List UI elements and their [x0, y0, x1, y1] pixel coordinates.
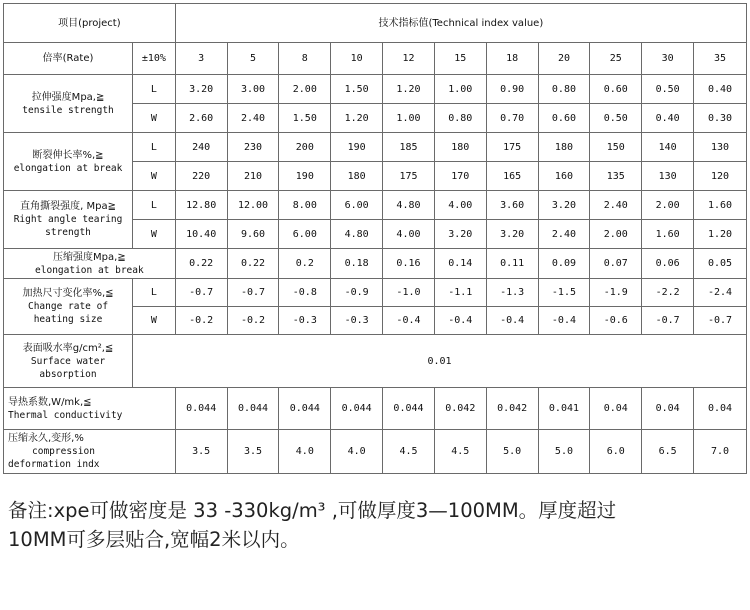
value-cell: 180: [434, 133, 486, 162]
deformation-label-en: compression: [32, 446, 95, 457]
value-cell: 1.00: [383, 104, 435, 133]
value-cell: -0.4: [434, 307, 486, 335]
deformation-row: [4, 430, 747, 474]
deformation-label: [4, 430, 176, 474]
compressive-label-cn: 压缩强度Mpa,≧: [53, 251, 126, 263]
value-cell: 0.40: [694, 75, 747, 104]
value-cell: 1.60: [694, 191, 747, 220]
value-cell: 140: [642, 133, 694, 162]
value-cell: 4.80: [331, 220, 383, 249]
heating-label-en: Change rate of: [27, 301, 109, 312]
value-cell: 6.00: [279, 220, 331, 249]
value-cell: 0.16: [383, 249, 435, 279]
value-cell: -0.7: [642, 307, 694, 335]
thermal-row: [4, 388, 747, 430]
value-cell: 1.50: [331, 75, 383, 104]
value-cell: 0.05: [694, 249, 747, 279]
value-cell: -0.3: [279, 307, 331, 335]
value-cell: 190: [331, 133, 383, 162]
value-cell: 0.042: [434, 388, 486, 430]
value-cell: 2.40: [227, 104, 279, 133]
value-cell: 1.60: [642, 220, 694, 249]
value-cell: 2.00: [279, 75, 331, 104]
tensile-label: [4, 75, 133, 133]
value-cell: 180: [331, 162, 383, 191]
value-cell: 0.18: [331, 249, 383, 279]
rate-cell: 3: [175, 43, 227, 75]
value-cell: 12.00: [227, 191, 279, 220]
value-cell: 0.07: [590, 249, 642, 279]
tolerance-cell: ±10%: [133, 43, 176, 75]
index-header: 技术指标值(Technical index value): [175, 4, 746, 43]
value-cell: 0.042: [486, 388, 538, 430]
value-cell: -2.4: [694, 279, 747, 307]
value-cell: 0.90: [486, 75, 538, 104]
value-cell: 160: [538, 162, 590, 191]
tensile-row-l: [4, 75, 747, 104]
value-cell: 230: [227, 133, 279, 162]
value-cell: -0.6: [590, 307, 642, 335]
value-cell: 0.09: [538, 249, 590, 279]
value-cell: -0.7: [175, 279, 227, 307]
thermal-label: [4, 388, 176, 430]
value-cell: 0.06: [642, 249, 694, 279]
rate-cell: 18: [486, 43, 538, 75]
value-cell: 2.60: [175, 104, 227, 133]
deformation-label-cn: 压缩永久,变形,%: [8, 433, 84, 444]
value-cell: 0.04: [590, 388, 642, 430]
value-cell: -1.5: [538, 279, 590, 307]
value-cell: -0.7: [694, 307, 747, 335]
value-cell: 120: [694, 162, 747, 191]
value-cell: 0.80: [434, 104, 486, 133]
rate-label: 倍率(Rate): [4, 43, 133, 75]
value-cell: -0.4: [383, 307, 435, 335]
heating-row-l: [4, 279, 747, 307]
value-cell: 6.0: [590, 430, 642, 474]
value-cell: -1.3: [486, 279, 538, 307]
value-cell: 6.00: [331, 191, 383, 220]
value-cell: -2.2: [642, 279, 694, 307]
value-cell: 170: [434, 162, 486, 191]
value-cell: 0.044: [175, 388, 227, 430]
tensile-label-en: tensile strength: [22, 104, 114, 116]
value-cell: 165: [486, 162, 538, 191]
direction-cell: W: [133, 104, 176, 133]
value-cell: 9.60: [227, 220, 279, 249]
value-cell: 0.40: [642, 104, 694, 133]
tearing-label-cn: 直角撕裂强度, Mpa≧: [20, 201, 116, 212]
direction-cell: L: [133, 279, 176, 307]
project-header: 项目(project): [4, 4, 176, 43]
value-cell: 3.20: [175, 75, 227, 104]
value-cell: -0.2: [227, 307, 279, 335]
elongation-row-l: [4, 133, 747, 162]
value-cell: 3.00: [227, 75, 279, 104]
rate-cell: 8: [279, 43, 331, 75]
value-cell: 2.40: [590, 191, 642, 220]
remark-line-2: 10MM可多层贴合,宽幅2米以内。: [8, 528, 300, 551]
elongation-label-cn: 断裂伸长率%,≧: [32, 149, 104, 161]
tearing-row-l: [4, 191, 747, 220]
value-cell: 1.20: [331, 104, 383, 133]
value-cell: -1.9: [590, 279, 642, 307]
direction-cell: W: [133, 162, 176, 191]
elongation-label: [4, 133, 133, 191]
value-cell: 0.30: [694, 104, 747, 133]
value-cell: 0.04: [694, 388, 747, 430]
value-cell: -0.4: [486, 307, 538, 335]
value-cell: 4.00: [434, 191, 486, 220]
value-cell: 240: [175, 133, 227, 162]
value-cell: -1.0: [383, 279, 435, 307]
value-cell: 0.044: [279, 388, 331, 430]
rate-cell: 35: [694, 43, 747, 75]
tearing-label: [4, 191, 133, 249]
value-cell: 0.22: [227, 249, 279, 279]
value-cell: 0.60: [538, 104, 590, 133]
value-cell: -0.7: [227, 279, 279, 307]
value-cell: 130: [642, 162, 694, 191]
absorption-label-en: Surface water: [30, 355, 106, 367]
value-cell: 220: [175, 162, 227, 191]
value-cell: 150: [590, 133, 642, 162]
direction-cell: L: [133, 75, 176, 104]
value-cell: -0.4: [538, 307, 590, 335]
value-cell: 1.50: [279, 104, 331, 133]
value-cell: 0.04: [642, 388, 694, 430]
value-cell: 0.044: [383, 388, 435, 430]
value-cell: 6.5: [642, 430, 694, 474]
value-cell: 4.5: [383, 430, 435, 474]
rate-cell: 5: [227, 43, 279, 75]
value-cell: 7.0: [694, 430, 747, 474]
header-row: [4, 4, 747, 43]
value-cell: 2.00: [590, 220, 642, 249]
remark-note: [8, 496, 743, 554]
value-cell: 3.5: [175, 430, 227, 474]
thermal-label-en: Thermal conductivity: [8, 409, 123, 421]
value-cell: 0.2: [279, 249, 331, 279]
value-cell: 4.00: [383, 220, 435, 249]
value-cell: 0.60: [590, 75, 642, 104]
value-cell: -0.2: [175, 307, 227, 335]
value-cell: 0.70: [486, 104, 538, 133]
value-cell: 0.041: [538, 388, 590, 430]
value-cell: 4.5: [434, 430, 486, 474]
value-cell: -0.8: [279, 279, 331, 307]
value-cell: 5.0: [538, 430, 590, 474]
value-cell: 135: [590, 162, 642, 191]
value-cell: -1.1: [434, 279, 486, 307]
value-cell: 3.60: [486, 191, 538, 220]
value-cell: -0.3: [331, 307, 383, 335]
value-cell: 130: [694, 133, 747, 162]
absorption-value: 0.01: [133, 335, 747, 388]
value-cell: 0.50: [642, 75, 694, 104]
absorption-label-cn: 表面吸水率g/cm²,≦: [22, 342, 114, 354]
value-cell: 200: [279, 133, 331, 162]
value-cell: 12.80: [175, 191, 227, 220]
value-cell: 0.044: [331, 388, 383, 430]
remark-line-1: 备注:xpe可做密度是 33 -330kg/m³ ,可做厚度3—100MM。厚度超过: [8, 499, 617, 522]
spec-table: [3, 3, 747, 474]
value-cell: 3.20: [538, 191, 590, 220]
value-cell: 1.00: [434, 75, 486, 104]
rate-cell: 10: [331, 43, 383, 75]
value-cell: 4.0: [279, 430, 331, 474]
direction-cell: L: [133, 191, 176, 220]
compressive-row: [4, 249, 747, 279]
heating-label-en-2: heating size: [33, 314, 103, 325]
value-cell: 2.40: [538, 220, 590, 249]
value-cell: 2.00: [642, 191, 694, 220]
value-cell: 3.5: [227, 430, 279, 474]
value-cell: 175: [383, 162, 435, 191]
direction-cell: W: [133, 220, 176, 249]
value-cell: 180: [538, 133, 590, 162]
elongation-label-en: elongation at break: [13, 162, 123, 174]
value-cell: 1.20: [383, 75, 435, 104]
direction-cell: W: [133, 307, 176, 335]
rate-cell: 25: [590, 43, 642, 75]
compressive-label-en: elongation at break: [35, 264, 144, 276]
absorption-label: [4, 335, 133, 388]
value-cell: 0.14: [434, 249, 486, 279]
value-cell: 0.11: [486, 249, 538, 279]
value-cell: 5.0: [486, 430, 538, 474]
rate-cell: 20: [538, 43, 590, 75]
tearing-label-en-2: strength: [45, 227, 91, 238]
value-cell: 0.22: [175, 249, 227, 279]
tensile-label-cn: 拉伸强度Mpa,≧: [31, 91, 105, 103]
value-cell: 10.40: [175, 220, 227, 249]
value-cell: 1.20: [694, 220, 747, 249]
value-cell: 0.044: [227, 388, 279, 430]
rate-cell: 15: [434, 43, 486, 75]
value-cell: -0.9: [331, 279, 383, 307]
value-cell: 0.50: [590, 104, 642, 133]
value-cell: 3.20: [486, 220, 538, 249]
deformation-label-en-2: deformation indx: [8, 459, 100, 470]
absorption-label-en-2: absorption: [39, 368, 97, 380]
heating-label-cn: 加热尺寸变化率%,≦: [22, 288, 114, 299]
absorption-row: [4, 335, 747, 388]
rate-cell: 30: [642, 43, 694, 75]
rate-row: [4, 43, 747, 75]
value-cell: 3.20: [434, 220, 486, 249]
value-cell: 4.80: [383, 191, 435, 220]
value-cell: 175: [486, 133, 538, 162]
thermal-label-cn: 导热系数,W/mk,≦: [8, 396, 92, 408]
rate-cell: 12: [383, 43, 435, 75]
value-cell: 185: [383, 133, 435, 162]
value-cell: 4.0: [331, 430, 383, 474]
compressive-label: [4, 249, 176, 279]
tearing-label-en: Right angle tearing: [13, 214, 123, 225]
direction-cell: L: [133, 133, 176, 162]
value-cell: 190: [279, 162, 331, 191]
value-cell: 8.00: [279, 191, 331, 220]
value-cell: 0.80: [538, 75, 590, 104]
value-cell: 210: [227, 162, 279, 191]
heating-label: [4, 279, 133, 335]
